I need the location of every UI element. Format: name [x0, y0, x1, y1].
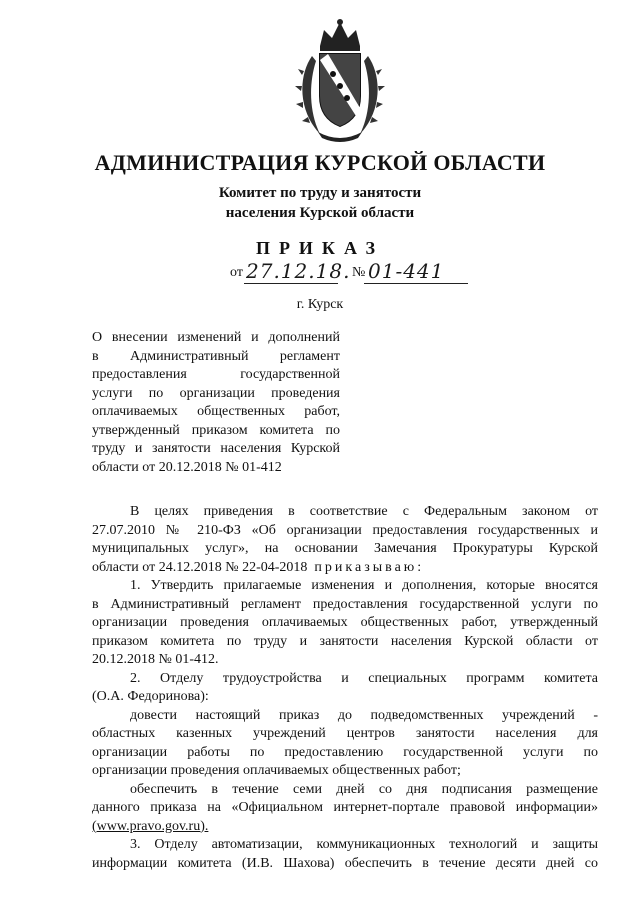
- body-line: 2. Отделу трудоустройства и специальных программ комитета: [130, 670, 598, 686]
- document-subject: [92, 329, 340, 477]
- body-line: организации проведения оплачиваемых общественных работ, утвержденный: [92, 615, 598, 630]
- body-line: довести настоящий приказ до подведомственных учреждений -: [130, 707, 598, 723]
- date-prefix: от: [230, 265, 243, 280]
- body-line: 3. Отделу автоматизации, коммуникационных технологий и защиты: [130, 837, 598, 852]
- subject-line: О внесении изменений и дополнений: [92, 330, 340, 345]
- subject-line: области от 20.12.2018 № 01-412: [92, 459, 282, 475]
- body-line: организации работы по предоставлению государственной услуги по: [92, 744, 598, 760]
- subject-line: услуги по организации проведения: [92, 385, 340, 401]
- subject-line: предоставления государственной: [92, 367, 340, 382]
- department-line-1: Комитет по труду и занятости: [218, 185, 422, 201]
- document-type: ПРИКАЗ: [255, 238, 385, 258]
- date-underline: [244, 283, 338, 284]
- number-handwritten: 01-441: [368, 259, 445, 283]
- body-line: организации проведения оплачиваемых общественных работ;: [92, 763, 461, 778]
- subject-line: в Административный регламент: [92, 348, 340, 364]
- body-line: В целях приведения в соответствие с Федеральным законом от: [130, 504, 598, 519]
- body-line: данного приказа на «Официальном интернет-портале правовой информации»: [92, 800, 598, 815]
- number-prefix: №: [352, 265, 366, 280]
- city: г. Курск: [296, 297, 344, 312]
- coat-of-arms-emblem: [290, 16, 390, 146]
- department-line-2: населения Курской области: [225, 205, 415, 221]
- body-line: информации комитета (И.В. Шахова) обеспечить в течение десяти дней со: [92, 855, 598, 871]
- subject-line: труду и занятости населения Курской: [92, 441, 340, 456]
- body-line: обеспечить в течение семи дней со дня подписания размещение: [130, 781, 598, 797]
- intro-last: области от 24.12.2018 № 22-04-2018: [92, 559, 308, 575]
- subject-line: оплачиваемых общественных работ,: [92, 404, 340, 419]
- body-line: 20.12.2018 № 01-412.: [92, 652, 219, 667]
- number-underline: [364, 283, 468, 284]
- document-body: [92, 503, 598, 873]
- date-handwritten: 27.12.18.: [246, 259, 351, 283]
- body-line: муниципальных услуг», на основании Замечания Прокуратуры Курской: [92, 541, 598, 556]
- body-line: [92, 818, 598, 837]
- order-word: приказываю:: [314, 559, 425, 575]
- body-line: 27.07.2010 № 210-ФЗ «Об организации предоставления государственных и: [92, 522, 598, 538]
- body-line: (О.А. Федоринова):: [92, 689, 209, 704]
- body-line: 1. Утвердить прилагаемые изменения и дополнения, которые вносятся: [130, 578, 598, 593]
- body-line: приказом комитета по труду и занятости населения Курской области от: [92, 633, 598, 649]
- body-line: в Административный регламент предоставления государственной услуги по: [92, 596, 598, 612]
- subject-line: утвержденный приказом комитета по: [92, 422, 340, 438]
- organization-title: АДМИНИСТРАЦИЯ КУРСКОЙ ОБЛАСТИ: [94, 150, 546, 175]
- pravo-link[interactable]: (www.pravo.gov.ru).: [92, 818, 209, 834]
- body-line: [92, 559, 598, 578]
- body-line: областных казенных учреждений центров занятости населения для: [92, 726, 598, 741]
